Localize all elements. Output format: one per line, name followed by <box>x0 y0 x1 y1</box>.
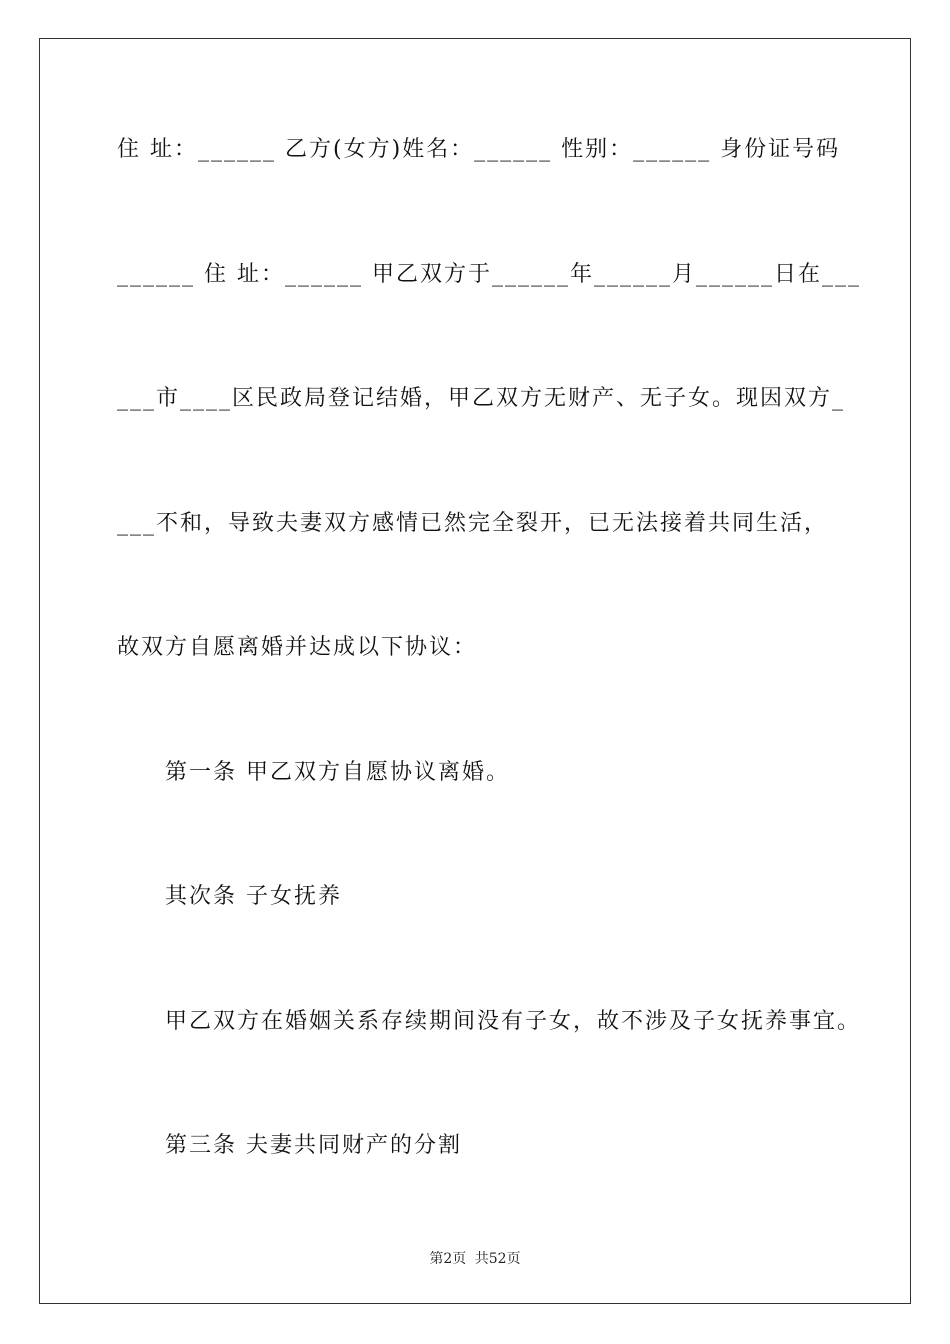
body-line-5: 故双方自愿离婚并达成以下协议： <box>117 635 478 660</box>
body-line-4: ___不和，导致夫妻双方感情已然完全裂开，已无法接着共同生活， <box>117 511 829 536</box>
page-total: 共52页 <box>474 1251 521 1267</box>
body-line-3: ___市____区民政局登记结婚，甲乙双方无财产、无子女。现因双方_ <box>117 386 846 411</box>
page-number: 第2页 <box>429 1251 467 1267</box>
page-frame <box>39 38 911 1304</box>
article-1: 第一条 甲乙双方自愿协议离婚。 <box>165 760 510 785</box>
article-2-heading: 其次条 子女抚养 <box>165 884 342 909</box>
article-3-heading: 第三条 夫妻共同财产的分割 <box>165 1133 462 1158</box>
article-2-body: 甲乙双方在婚姻关系存续期间没有子女，故不涉及子女抚养事宜。 <box>165 1009 862 1034</box>
body-line-2: ______ 住 址：______ 甲乙双方于______年______月______日在___ <box>117 262 861 287</box>
body-line-1: 住 址：______ 乙方(女方)姓名：______ 性别：______ 身份证号码 <box>117 137 841 162</box>
page-footer <box>0 1248 950 1268</box>
